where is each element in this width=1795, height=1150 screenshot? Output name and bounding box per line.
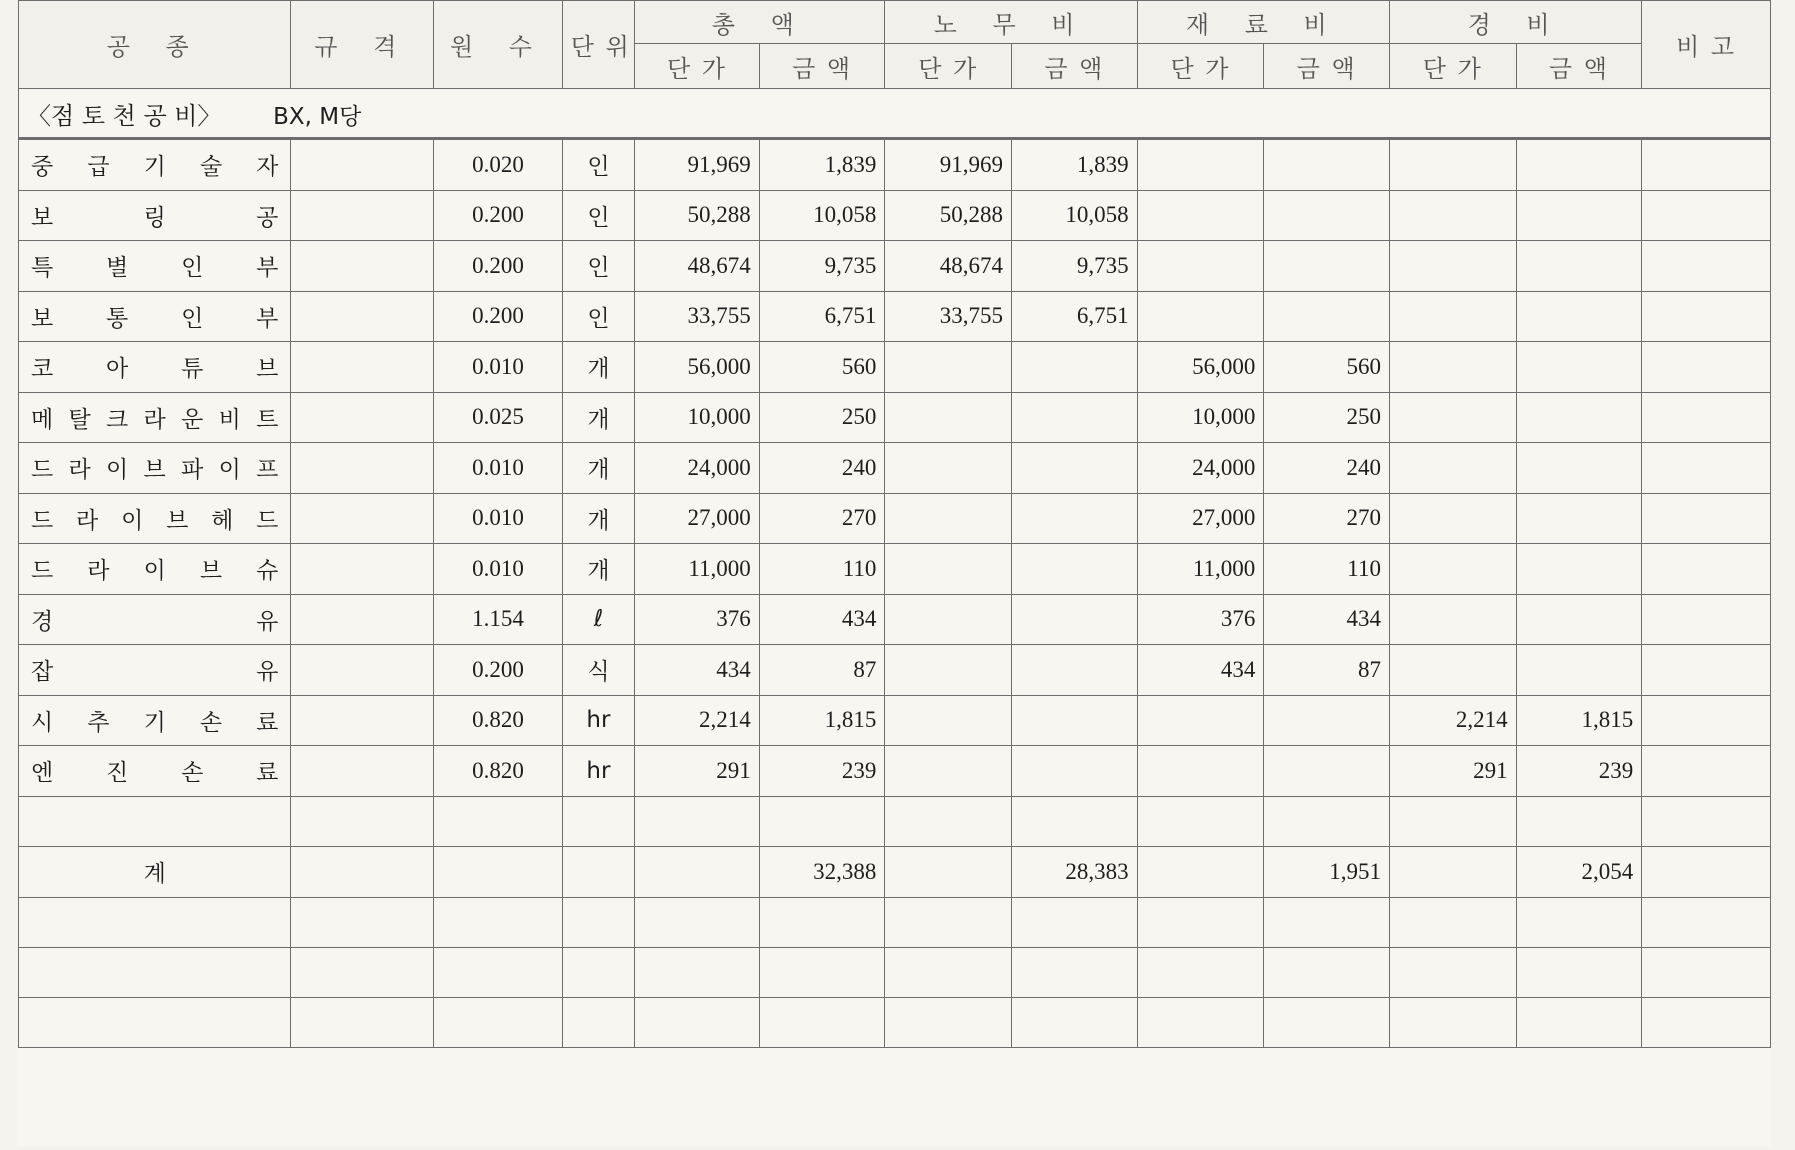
item-name: 보 통 인 부 — [19, 291, 291, 342]
material-amount: 270 — [1264, 493, 1390, 544]
item-remark — [1642, 241, 1771, 292]
item-unit: 인 — [562, 291, 634, 342]
table-row — [19, 392, 1771, 443]
labor-amount: 1,839 — [1012, 139, 1138, 191]
material-unit-price — [1137, 291, 1264, 342]
expense-amount-header: 금 액 — [1516, 44, 1642, 89]
labor-amount: 10,058 — [1012, 190, 1138, 241]
material-amount — [1264, 241, 1390, 292]
expense-amount: 239 — [1516, 746, 1642, 797]
table-row — [19, 443, 1771, 494]
item-name: 특 별 인 부 — [19, 241, 291, 292]
item-spec — [291, 746, 434, 797]
total-amount: 1,815 — [759, 695, 885, 746]
material-unit-price — [1137, 139, 1264, 191]
labor-amount — [1012, 645, 1138, 696]
material-unit-price: 27,000 — [1137, 493, 1264, 544]
expense-amount: 1,815 — [1516, 695, 1642, 746]
item-spec — [291, 392, 434, 443]
material-unit-price: 376 — [1137, 594, 1264, 645]
col-remark: 비 고 — [1642, 1, 1771, 89]
expense-amount — [1516, 594, 1642, 645]
material-amount: 1,951 — [1264, 847, 1390, 898]
blank-cell — [19, 947, 291, 997]
item-remark — [1642, 139, 1771, 191]
labor-unit-price — [885, 796, 1012, 847]
total-unit-price — [635, 796, 760, 847]
expense-unit-price-header: 단 가 — [1389, 44, 1516, 89]
item-remark — [1642, 746, 1771, 797]
col-material: 재 료 비 — [1137, 1, 1389, 44]
unit-cost-table — [18, 0, 1771, 1048]
labor-unit-price — [885, 695, 1012, 746]
material-unit-price — [1137, 695, 1264, 746]
item-unit: 인 — [562, 241, 634, 292]
expense-unit-price — [1389, 241, 1516, 292]
labor-amount — [1012, 796, 1138, 847]
item-remark — [1642, 291, 1771, 342]
item-unit: 식 — [562, 645, 634, 696]
item-spec — [291, 443, 434, 494]
expense-amount — [1516, 392, 1642, 443]
section-subtitle: BX, M당 — [273, 103, 362, 130]
section-title-text: 〈점 토 천 공 비〉 — [27, 101, 222, 130]
expense-unit-price — [1389, 139, 1516, 191]
total-amount: 110 — [759, 544, 885, 595]
item-remark — [1642, 443, 1771, 494]
total-unit-price: 291 — [635, 746, 760, 797]
expense-unit-price: 291 — [1389, 746, 1516, 797]
item-spec — [291, 139, 434, 191]
table-row — [19, 190, 1771, 241]
material-amount: 240 — [1264, 443, 1390, 494]
labor-unit-price — [885, 392, 1012, 443]
labor-unit-price: 50,288 — [885, 190, 1012, 241]
item-qty: 0.020 — [434, 139, 563, 191]
total-amount: 1,839 — [759, 139, 885, 191]
item-spec — [291, 190, 434, 241]
expense-unit-price: 2,214 — [1389, 695, 1516, 746]
labor-amount-header: 금 액 — [1012, 44, 1138, 89]
item-name: 중 급 기 술 자 — [19, 139, 291, 191]
table-header — [19, 1, 1771, 89]
labor-unit-price — [885, 342, 1012, 393]
material-amount: 250 — [1264, 392, 1390, 443]
item-name: 계 — [19, 847, 291, 898]
item-name: 경 유 — [19, 594, 291, 645]
col-unit: 단 위 — [562, 1, 634, 89]
item-spec — [291, 796, 434, 847]
table-row — [19, 291, 1771, 342]
total-unit-price: 11,000 — [635, 544, 760, 595]
item-remark — [1642, 645, 1771, 696]
item-remark — [1642, 190, 1771, 241]
expense-unit-price — [1389, 796, 1516, 847]
expense-amount — [1516, 342, 1642, 393]
total-unit-price: 434 — [635, 645, 760, 696]
table-row — [19, 241, 1771, 292]
labor-amount — [1012, 544, 1138, 595]
item-unit: 개 — [562, 544, 634, 595]
expense-amount — [1516, 796, 1642, 847]
total-unit-price: 2,214 — [635, 695, 760, 746]
material-amount — [1264, 746, 1390, 797]
item-unit: 개 — [562, 443, 634, 494]
item-remark — [1642, 796, 1771, 847]
material-amount: 434 — [1264, 594, 1390, 645]
item-qty: 0.010 — [434, 493, 563, 544]
item-unit: 인 — [562, 190, 634, 241]
expense-amount — [1516, 139, 1642, 191]
item-qty: 0.200 — [434, 291, 563, 342]
cost-sheet — [18, 0, 1771, 1146]
expense-amount — [1516, 443, 1642, 494]
item-name: 엔 진 손 료 — [19, 746, 291, 797]
item-name: 시 추 기 손 료 — [19, 695, 291, 746]
material-amount — [1264, 190, 1390, 241]
item-remark — [1642, 594, 1771, 645]
item-unit: 인 — [562, 139, 634, 191]
item-spec — [291, 847, 434, 898]
table-row — [19, 695, 1771, 746]
total-amount: 239 — [759, 746, 885, 797]
material-amount: 560 — [1264, 342, 1390, 393]
item-qty: 0.200 — [434, 241, 563, 292]
item-unit: 개 — [562, 342, 634, 393]
labor-amount — [1012, 392, 1138, 443]
expense-unit-price — [1389, 645, 1516, 696]
labor-amount: 28,383 — [1012, 847, 1138, 898]
labor-amount — [1012, 493, 1138, 544]
material-amount: 110 — [1264, 544, 1390, 595]
expense-unit-price — [1389, 443, 1516, 494]
col-expense: 경 비 — [1389, 1, 1641, 44]
item-remark — [1642, 695, 1771, 746]
labor-amount — [1012, 443, 1138, 494]
labor-unit-price-header: 단 가 — [885, 44, 1012, 89]
col-spec: 규 격 — [291, 1, 434, 89]
material-unit-price: 24,000 — [1137, 443, 1264, 494]
material-amount — [1264, 291, 1390, 342]
total-amount: 10,058 — [759, 190, 885, 241]
total-amount: 9,735 — [759, 241, 885, 292]
labor-unit-price — [885, 443, 1012, 494]
material-unit-price: 11,000 — [1137, 544, 1264, 595]
blank-cell — [19, 997, 291, 1047]
item-qty: 0.200 — [434, 190, 563, 241]
item-spec — [291, 645, 434, 696]
expense-amount: 2,054 — [1516, 847, 1642, 898]
total-amount: 240 — [759, 443, 885, 494]
total-amount: 6,751 — [759, 291, 885, 342]
labor-unit-price — [885, 746, 1012, 797]
col-total: 총 액 — [635, 1, 885, 44]
item-remark — [1642, 544, 1771, 595]
expense-amount — [1516, 190, 1642, 241]
material-amount — [1264, 139, 1390, 191]
item-qty: 0.025 — [434, 392, 563, 443]
labor-unit-price — [885, 645, 1012, 696]
material-amount-header: 금 액 — [1264, 44, 1390, 89]
total-amount: 87 — [759, 645, 885, 696]
item-qty: 0.010 — [434, 443, 563, 494]
labor-unit-price: 48,674 — [885, 241, 1012, 292]
expense-amount — [1516, 544, 1642, 595]
table-row — [19, 594, 1771, 645]
item-spec — [291, 544, 434, 595]
section-title — [19, 89, 1771, 139]
labor-unit-price: 91,969 — [885, 139, 1012, 191]
item-remark — [1642, 342, 1771, 393]
item-remark — [1642, 392, 1771, 443]
labor-amount: 6,751 — [1012, 291, 1138, 342]
item-unit: 개 — [562, 493, 634, 544]
total-amount — [759, 796, 885, 847]
blank-cell — [19, 897, 291, 947]
item-spec — [291, 342, 434, 393]
total-unit-price: 10,000 — [635, 392, 760, 443]
col-qty: 원 수 — [434, 1, 563, 89]
item-unit — [562, 796, 634, 847]
item-name — [19, 796, 291, 847]
item-qty: 0.010 — [434, 544, 563, 595]
total-amount: 250 — [759, 392, 885, 443]
total-unit-price: 50,288 — [635, 190, 760, 241]
total-unit-price: 91,969 — [635, 139, 760, 191]
table-row — [19, 139, 1771, 191]
material-unit-price — [1137, 190, 1264, 241]
section-title-row — [19, 89, 1771, 139]
total-unit-price: 24,000 — [635, 443, 760, 494]
total-unit-price: 56,000 — [635, 342, 760, 393]
labor-unit-price — [885, 544, 1012, 595]
item-qty — [434, 796, 563, 847]
item-unit: ℓ — [562, 594, 634, 645]
item-name: 드 라 이 브 파 이 프 — [19, 443, 291, 494]
total-unit-price — [635, 847, 760, 898]
material-unit-price — [1137, 847, 1264, 898]
total-unit-price: 33,755 — [635, 291, 760, 342]
item-remark — [1642, 847, 1771, 898]
expense-amount — [1516, 493, 1642, 544]
item-unit: hr — [562, 746, 634, 797]
material-amount — [1264, 796, 1390, 847]
expense-unit-price — [1389, 392, 1516, 443]
item-qty: 1.154 — [434, 594, 563, 645]
item-qty — [434, 847, 563, 898]
material-unit-price — [1137, 241, 1264, 292]
item-spec — [291, 241, 434, 292]
expense-unit-price — [1389, 342, 1516, 393]
table-row — [19, 847, 1771, 898]
expense-unit-price — [1389, 291, 1516, 342]
col-labor: 노 무 비 — [885, 1, 1137, 44]
item-qty: 0.010 — [434, 342, 563, 393]
item-spec — [291, 695, 434, 746]
item-unit — [562, 847, 634, 898]
total-amount: 32,388 — [759, 847, 885, 898]
table-row — [19, 342, 1771, 393]
item-unit: hr — [562, 695, 634, 746]
table-footer-blank — [19, 897, 1771, 1047]
expense-amount — [1516, 645, 1642, 696]
item-spec — [291, 493, 434, 544]
item-spec — [291, 594, 434, 645]
expense-unit-price — [1389, 190, 1516, 241]
table-row — [19, 746, 1771, 797]
table-body — [19, 89, 1771, 898]
material-unit-price — [1137, 796, 1264, 847]
material-unit-price: 434 — [1137, 645, 1264, 696]
item-name: 메 탈 크 라 운 비 트 — [19, 392, 291, 443]
labor-amount: 9,735 — [1012, 241, 1138, 292]
item-qty: 0.200 — [434, 645, 563, 696]
col-work-type: 공 종 — [19, 1, 291, 89]
material-amount — [1264, 695, 1390, 746]
material-amount: 87 — [1264, 645, 1390, 696]
total-amount: 434 — [759, 594, 885, 645]
table-row — [19, 645, 1771, 696]
total-unit-price: 376 — [635, 594, 760, 645]
expense-unit-price — [1389, 493, 1516, 544]
total-amount: 270 — [759, 493, 885, 544]
labor-unit-price — [885, 594, 1012, 645]
labor-amount — [1012, 342, 1138, 393]
material-unit-price — [1137, 746, 1264, 797]
material-unit-price: 10,000 — [1137, 392, 1264, 443]
item-unit: 개 — [562, 392, 634, 443]
item-spec — [291, 291, 434, 342]
item-remark — [1642, 493, 1771, 544]
item-qty: 0.820 — [434, 695, 563, 746]
item-name: 드 라 이 브 슈 — [19, 544, 291, 595]
labor-amount — [1012, 594, 1138, 645]
material-unit-price-header: 단 가 — [1137, 44, 1264, 89]
labor-unit-price — [885, 847, 1012, 898]
total-amount: 560 — [759, 342, 885, 393]
expense-amount — [1516, 241, 1642, 292]
table-row — [19, 493, 1771, 544]
item-name: 잡 유 — [19, 645, 291, 696]
total-unit-price: 48,674 — [635, 241, 760, 292]
total-unit-price-header: 단 가 — [635, 44, 760, 89]
expense-amount — [1516, 291, 1642, 342]
expense-unit-price — [1389, 594, 1516, 645]
item-name: 보 링 공 — [19, 190, 291, 241]
material-unit-price: 56,000 — [1137, 342, 1264, 393]
labor-unit-price — [885, 493, 1012, 544]
expense-unit-price — [1389, 544, 1516, 595]
item-name: 드 라 이 브 헤 드 — [19, 493, 291, 544]
expense-unit-price — [1389, 847, 1516, 898]
item-qty: 0.820 — [434, 746, 563, 797]
labor-amount — [1012, 695, 1138, 746]
total-unit-price: 27,000 — [635, 493, 760, 544]
table-row — [19, 796, 1771, 847]
table-row — [19, 544, 1771, 595]
labor-unit-price: 33,755 — [885, 291, 1012, 342]
labor-amount — [1012, 746, 1138, 797]
total-amount-header: 금 액 — [759, 44, 885, 89]
item-name: 코 아 튜 브 — [19, 342, 291, 393]
